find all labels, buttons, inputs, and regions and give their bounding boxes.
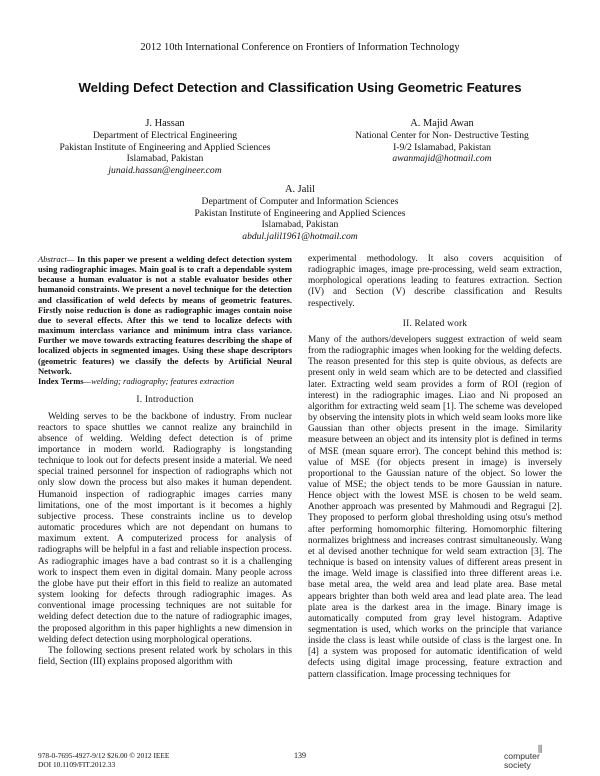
author-institution: Pakistan Institute of Engineering and Applied Sciences — [59, 141, 271, 153]
ieee-mark-icon: ⫼ — [538, 745, 543, 755]
footer-isbn: 978-0-7695-4927-9/12 $26.00 © 2012 IEEE — [38, 751, 170, 760]
index-terms — [38, 376, 292, 387]
logo-line-1: computer — [504, 751, 540, 761]
author-name: A. Jalil — [284, 184, 315, 195]
author-institution: Pakistan Institute of Engineering and Applied Sciences — [194, 207, 406, 219]
logo-line-2: society — [504, 759, 531, 770]
author-department: National Center for Non- Destructive Testing — [355, 130, 529, 142]
right-column — [308, 254, 562, 681]
author-name: A. Majid Awan — [410, 118, 474, 129]
author-department: Department of Computer and Information Sciences — [201, 196, 399, 208]
author-email[interactable]: awanmajid@hotmail.com — [392, 153, 492, 165]
left-column — [38, 254, 292, 668]
introduction-paragraph-2: The following sections present related work by scholars in this field, Section (III) explains proposed algorithm with — [38, 645, 292, 667]
conference-header: 2012 10th International Conference on Frontiers of Information Technology — [140, 42, 460, 53]
author-name: J. Hassan — [145, 118, 185, 129]
author-block-1 — [38, 118, 292, 176]
logo-text — [504, 752, 540, 769]
section-heading-introduction: I. Introduction — [136, 395, 194, 406]
paper-title: Welding Defect Detection and Classification Using Geometric Features — [78, 80, 522, 95]
author-block-2 — [322, 118, 562, 165]
author-email[interactable]: abdul.jalil1961@hotmail.com — [242, 230, 358, 242]
footer-doi: DOI 10.1109/FIT.2012.33 — [38, 760, 116, 769]
author-city: Islamabad, Pakistan — [126, 153, 204, 165]
related-work-paragraph: Many of the authors/developers suggest extraction of weld seam from the radiographic images when looking for the welding defects. The reason presented for this step is quite obvious, as defects are present only in weld seam which are to be detected and classified later. Extracting weld seam provides a form of ROI (region of interest) in the radiographic images. Liao and Ni proposed an algorithm for extracting weld seam [1]. The scheme was developed by observing the intensity plots in which weld seam looks more like Gaussian than other objects present in the image. Similarity measure between an object and its intensity plot is defined in terms of MSE (mean square error). The concept behind this method is: value of MSE (for objects present in image) is inversely proportional to the Gaussian nature of the object. So lower the value of MSE; the object tends to be more Gaussian in nature. Hence object with the lowest MSE is chosen to be weld seam. Another approach was presented by Mahmoudi and Regragui [2]. They proposed to perform global thresholding using otsu's method after performing homomorphic filtering. Homomorphic filtering normalizes brightness and increases contrast simultaneously. Wang et al devised another technique for weld seam extraction [3]. The technique is based on intensity values of different areas present in the image. Weld image is classified into three different areas i.e. base metal area, the weld area and lead plate area. Base metal appears brighter than both weld area and lead plate area. The lead plate area is the darkest area in the image. Binary image is automatically computed from gray level histogram. Adaptive segmentation is used, which works on the principle that variance inside the class is least while outside of class is the largest one. In [4] a system was proposed for automatic identification of weld defects using digital image processing, feature extraction and pattern classification. Image processing techniques for — [308, 334, 562, 680]
author-block-3 — [140, 184, 460, 242]
abstract-text: In this paper we present a welding defect detection system using radiographic images. Main goal is to craft a dependable system because a human evaluator is not a stable evaluator besides other humanoid constraints. We present a novel technique for the detection and classification of weld defects by means of geometric features. Firstly noise reduction is done as radiographic images contain noise due to several effects. After this we tend to localize defects with maximum interclass variance and minimum intra class variance. Further we move towards extracting features describing the shape of localized objects in segmented images. Using these shape descriptors (geometric features) we classify the defects by Artificial Neural Network. — [38, 254, 292, 376]
abstract-lead: Abstract— — [38, 254, 75, 264]
index-terms-lead: Index Terms — [38, 375, 84, 386]
computer-society-logo — [494, 745, 570, 769]
page-number: 139 — [294, 751, 306, 760]
author-institution: I-9/2 Islamabad, Pakistan — [393, 141, 491, 153]
author-email[interactable]: junaid.hassan@engineer.com — [108, 164, 222, 176]
section-heading-related-work: II. Related work — [402, 318, 468, 329]
index-terms-text: —welding; radiography; features extraction — [83, 375, 235, 386]
introduction-paragraph-1: Welding serves to be the backbone of industry. From nuclear reactors to space shuttles we cannot realize any brainchild in absence of welding. Welding defect detection is of prime importance in modern world. Radiography is longstanding technique to look out for defects present inside a material. We need special trained personnel for inspection of radiographs which not only slow down the process but also makes it human dependent. Humanoid inspection of radiographic images carries many limitations, one of the most important is it becomes a highly subjective process. These constraints incline us to develop automatic procedures which are not dependant on humans to maximum extent. A computerized process for analysis of radiographs will be helpful in a fast and reliable inspection process. As radiographic images have a bad contrast so it is a challenging work to inspect them even in digital domain. Many people across the globe have put their effort in this field to realize an automated system looking for defects through radiographic images. As conventional image processing techniques are not suitable for welding defect detection due to the nature of radiographic images, the proposed algorithm in this paper highlights a new dimension in welding defect detection using morphological operations. — [38, 411, 292, 645]
introduction-continuation: experimental methodology. It also covers acquisition of radiographic images, image pre-processing, weld seam extraction, morphological operations leading to features extraction. Section (IV) and Section (V) describe classification and Results respectively. — [308, 254, 562, 309]
author-city: Islamabad, Pakistan — [261, 219, 339, 231]
abstract — [38, 254, 292, 376]
author-department: Department of Electrical Engineering — [92, 130, 238, 142]
